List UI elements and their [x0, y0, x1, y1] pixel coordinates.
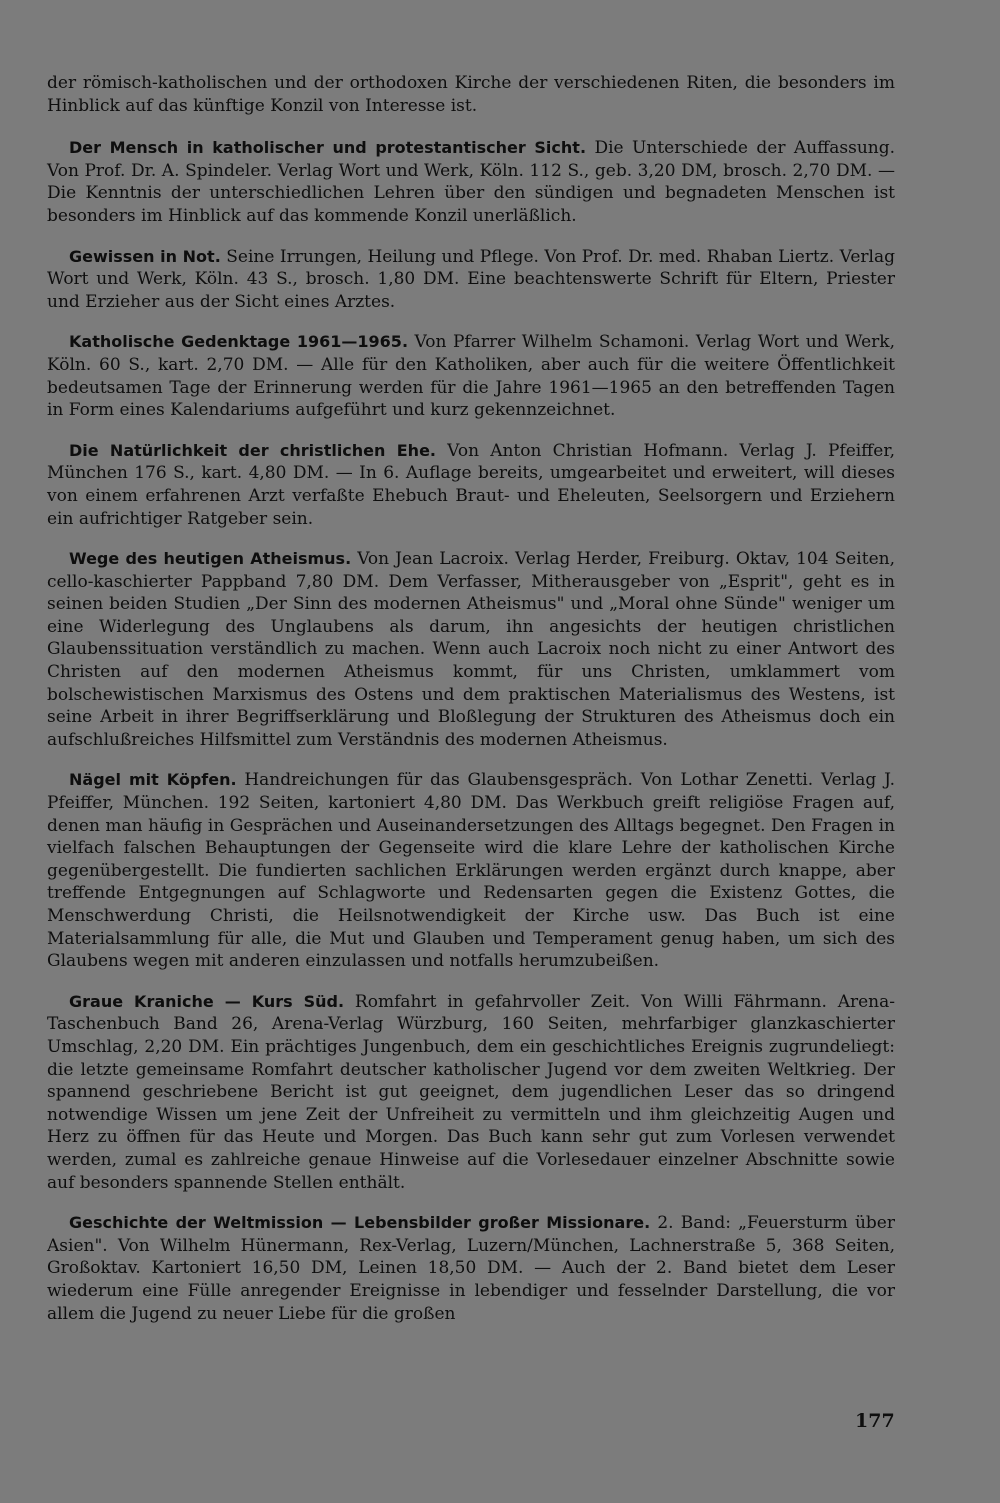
book-title: Gewissen in Not.: [69, 246, 221, 266]
book-review-text: Von Jean Lacroix. Verlag Herder, Freiburg. Oktav, 104 Seiten, cello-kaschierter Pappband 7,80 DM. Dem Verfasser, Mitherausgeber von „Esprit", geht es in seinen beiden Studien „Der Sinn des modernen Atheismus" und „Moral ohne Sünde" weniger um eine Widerlegung des Unglaubens als darum, ihn angesichts der heutigen christlichen Glaubenssituation verständlich zu machen. Wenn auch Lacroix noch nicht zu einer Antwort des Christen auf den modernen Atheismus kommt, für uns Christen, umklammert vom bolschewistischen Marxismus des Ostens und dem praktischen Materialismus des Westens, ist seine Arbeit in ihrer Begriffserklärung und Bloßlegung der Strukturen des Atheismus doch ein aufschlußreiches Hilfsmittel zum Verständnis des modernen Atheismus.: [47, 549, 895, 750]
book-review-text: Die Unterschiede der Auffassung. Von Prof. Dr. A. Spindeler. Verlag Wort und Werk, Köln. 112 S., geb. 3,20 DM, brosch. 2,70 DM. — Die Kenntnis der unterschiedlichen Lehren über den sündigen und begnadeten Menschen ist besonders im Hinblick auf das kommende Konzil unerläßlich.: [47, 138, 896, 226]
book-title: Der Mensch in katholischer und protestantischer Sicht.: [69, 138, 587, 158]
book-review-entry: [47, 331, 895, 421]
intro-paragraph: der römisch-katholischen und der orthodoxen Kirche der verschiedenen Riten, die besonders im Hinblick auf das künftige Konzil von Interesse ist.: [47, 73, 895, 116]
page-text: [47, 72, 895, 1343]
page-number: 177: [855, 1410, 895, 1432]
book-review-text: Von Pfarrer Wilhelm Schamoni. Verlag Wort und Werk, Köln. 60 S., kart. 2,70 DM. — Alle für den Katholiken, aber auch für die weitere Öffentlichkeit bedeutsamen Tage der Erinnerung werden für die Jahre 1961—1965 an den betreffenden Tagen in Form eines Kalendariums aufgeführt und kurz gekennzeichnet.: [47, 332, 896, 421]
book-review-text: Seine Irrungen, Heilung und Pflege. Von Prof. Dr. med. Rhaban Liertz. Verlag Wort und Werk, Köln. 43 S., brosch. 1,80 DM. Eine beachtenswerte Schrift für Eltern, Priester und Erzieher aus der Sicht eines Arztes.: [47, 246, 895, 312]
book-review-entry: [47, 246, 895, 314]
book-review-text: Von Anton Christian Hofmann. Verlag J. Pfeiffer, München 176 S., kart. 4,80 DM. — In 6. Auflage bereits, umgearbeitet und erweitert, will dieses von einem erfahrenen Arzt verfaßte Ehebuch Braut- und Eheleuten, Seelsorgern und Erziehern ein aufrichtiger Ratgeber sein.: [47, 440, 895, 529]
book-title: Katholische Gedenktage 1961—1965.: [69, 332, 409, 352]
book-review-entry: [47, 548, 895, 751]
book-review-entry: [47, 137, 895, 227]
book-review-text: 2. Band: „Feuersturm über Asien". Von Wilhelm Hünermann, Rex-Verlag, Luzern/München, Lachnerstraße 5, 368 Seiten, Großoktav. Kartoniert 16,50 DM, Leinen 18,50 DM. — Auch der 2. Band bietet dem Leser wiederum eine Fülle anregender Ereignisse in lebendiger und fesselnder Darstellung, die vor allem die Jugend zu neuer Liebe für die großen: [47, 1213, 895, 1324]
book-review-text: Handreichungen für das Glaubensgespräch. Von Lothar Zenetti. Verlag J. Pfeiffer, München. 192 Seiten, kartoniert 4,80 DM. Das Werkbuch greift religiöse Fragen auf, denen man häufig in Gesprächen und Auseinandersetzungen des Alltags begegnet. Den Fragen in vielfach falschen Behauptungen der Gegenseite wird die klare Lehre der katholischen Kirche gegenübergestellt. Die fundierten sachlichen Erklärungen werden ergänzt durch knappe, aber treffende Entgegnungen auf Schlagworte und Redensarten gegen die Existenz Gottes, die Menschwerdung Christi, die Heilsnotwendigkeit der Kirche usw. Das Buch ist eine Materialsammlung für alle, die Mut und Glauben und Temperament genug haben, um sich des Glaubens wegen mit anderen einzulassen und notfalls herumzubeißen.: [47, 770, 895, 972]
book-review-entry: [47, 440, 895, 530]
book-title: Nägel mit Köpfen.: [69, 770, 237, 790]
book-title: Die Natürlichkeit der christlichen Ehe.: [69, 440, 436, 460]
book-title: Geschichte der Weltmission — Lebensbilder großer Missionare.: [69, 1213, 651, 1233]
book-review-text: Romfahrt in gefahrvoller Zeit. Von Willi Fährmann. Arena-Taschenbuch Band 26, Arena-Verlag Würzburg, 160 Seiten, mehrfarbiger glanzkaschierter Umschlag, 2,20 DM. Ein prächtiges Jungenbuch, dem ein geschichtliches Ereignis zugrundeliegt: die letzte gemeinsame Romfahrt deutscher katholischer Jugend vor dem zweiten Weltkrieg. Der spannend geschriebene Bericht ist gut geeignet, dem jugendlichen Leser das so dringend notwendige Wissen um jene Zeit der Unfreiheit zu vermitteln und ihm gleichzeitig Augen und Herz zu öffnen für das Heute und Morgen. Das Buch kann sehr gut zum Vorlesen verwendet werden, zumal es zahlreiche genaue Hinweise auf die Vorlesedauer einzelner Abschnitte sowie auf besonders spannende Stellen enthält.: [47, 991, 895, 1193]
book-review-entry: [47, 769, 895, 972]
book-title: Graue Kraniche — Kurs Süd.: [69, 991, 345, 1011]
book-review-entry: [47, 991, 895, 1194]
book-title: Wege des heutigen Atheismus.: [69, 549, 352, 569]
book-review-entry: [47, 1212, 895, 1325]
